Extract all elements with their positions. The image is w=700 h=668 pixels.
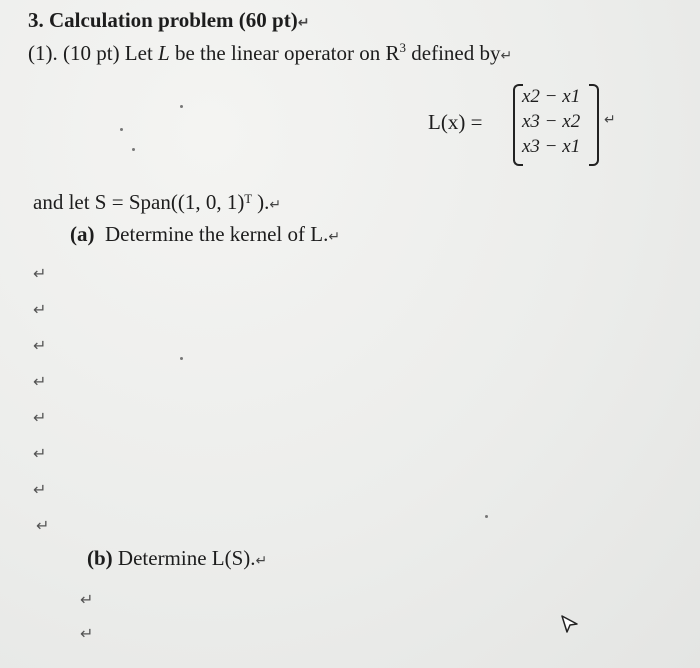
return-mark: ↵ <box>33 480 47 499</box>
return-mark: ↵ <box>33 264 47 283</box>
part-b-label: (b) <box>87 546 113 570</box>
speck <box>180 357 183 360</box>
return-mark: ↵ <box>80 624 94 643</box>
speck <box>132 148 135 151</box>
return-mark: ↵ <box>33 444 47 463</box>
cursor-icon <box>558 612 584 638</box>
return-mark: ↵ <box>328 229 341 245</box>
return-mark: ↵ <box>33 336 47 355</box>
return-mark: ↵ <box>33 372 47 391</box>
problem-title-text: 3. Calculation problem (60 pt) <box>28 8 298 32</box>
return-mark: ↵ <box>80 590 94 609</box>
return-mark: ↵ <box>36 516 50 535</box>
return-mark: ↵ <box>297 15 310 31</box>
return-mark: ↵ <box>255 553 268 569</box>
p1-R: R <box>385 41 400 65</box>
p1-prefix: (1). (10 pt) Let <box>28 41 159 65</box>
speck <box>120 128 123 131</box>
part-b-text: Determine L(S). <box>117 546 256 570</box>
p1-mid: be the linear operator on <box>169 41 386 65</box>
right-bracket <box>589 84 599 166</box>
speck <box>180 105 183 108</box>
return-mark: ↵ <box>500 48 513 64</box>
operator-lhs: L(x) = <box>428 110 483 134</box>
matrix-row-1: x2 − x1 <box>522 86 581 107</box>
return-mark: ↵ <box>604 112 616 128</box>
part-a-label: (a) <box>70 222 95 246</box>
span-definition-text: and let S = Span((1, 0, 1)ᵀ ). <box>33 190 270 214</box>
matrix-row-2: x3 − x2 <box>522 111 581 132</box>
return-mark: ↵ <box>33 300 47 319</box>
problem-title <box>28 8 309 33</box>
matrix-row-3: x3 − x1 <box>522 136 581 157</box>
p1-sup: 3 <box>399 40 406 55</box>
part-a-text: Determine the kernel of L. <box>105 222 329 246</box>
part-a <box>70 222 340 247</box>
return-mark: ↵ <box>33 408 47 427</box>
speck <box>485 515 488 518</box>
part-1-statement <box>28 40 512 66</box>
p1-suffix: defined by <box>406 41 501 65</box>
span-definition <box>33 190 281 215</box>
return-mark: ↵ <box>269 197 282 213</box>
part-b <box>87 546 267 571</box>
p1-var-L: L <box>158 41 170 65</box>
